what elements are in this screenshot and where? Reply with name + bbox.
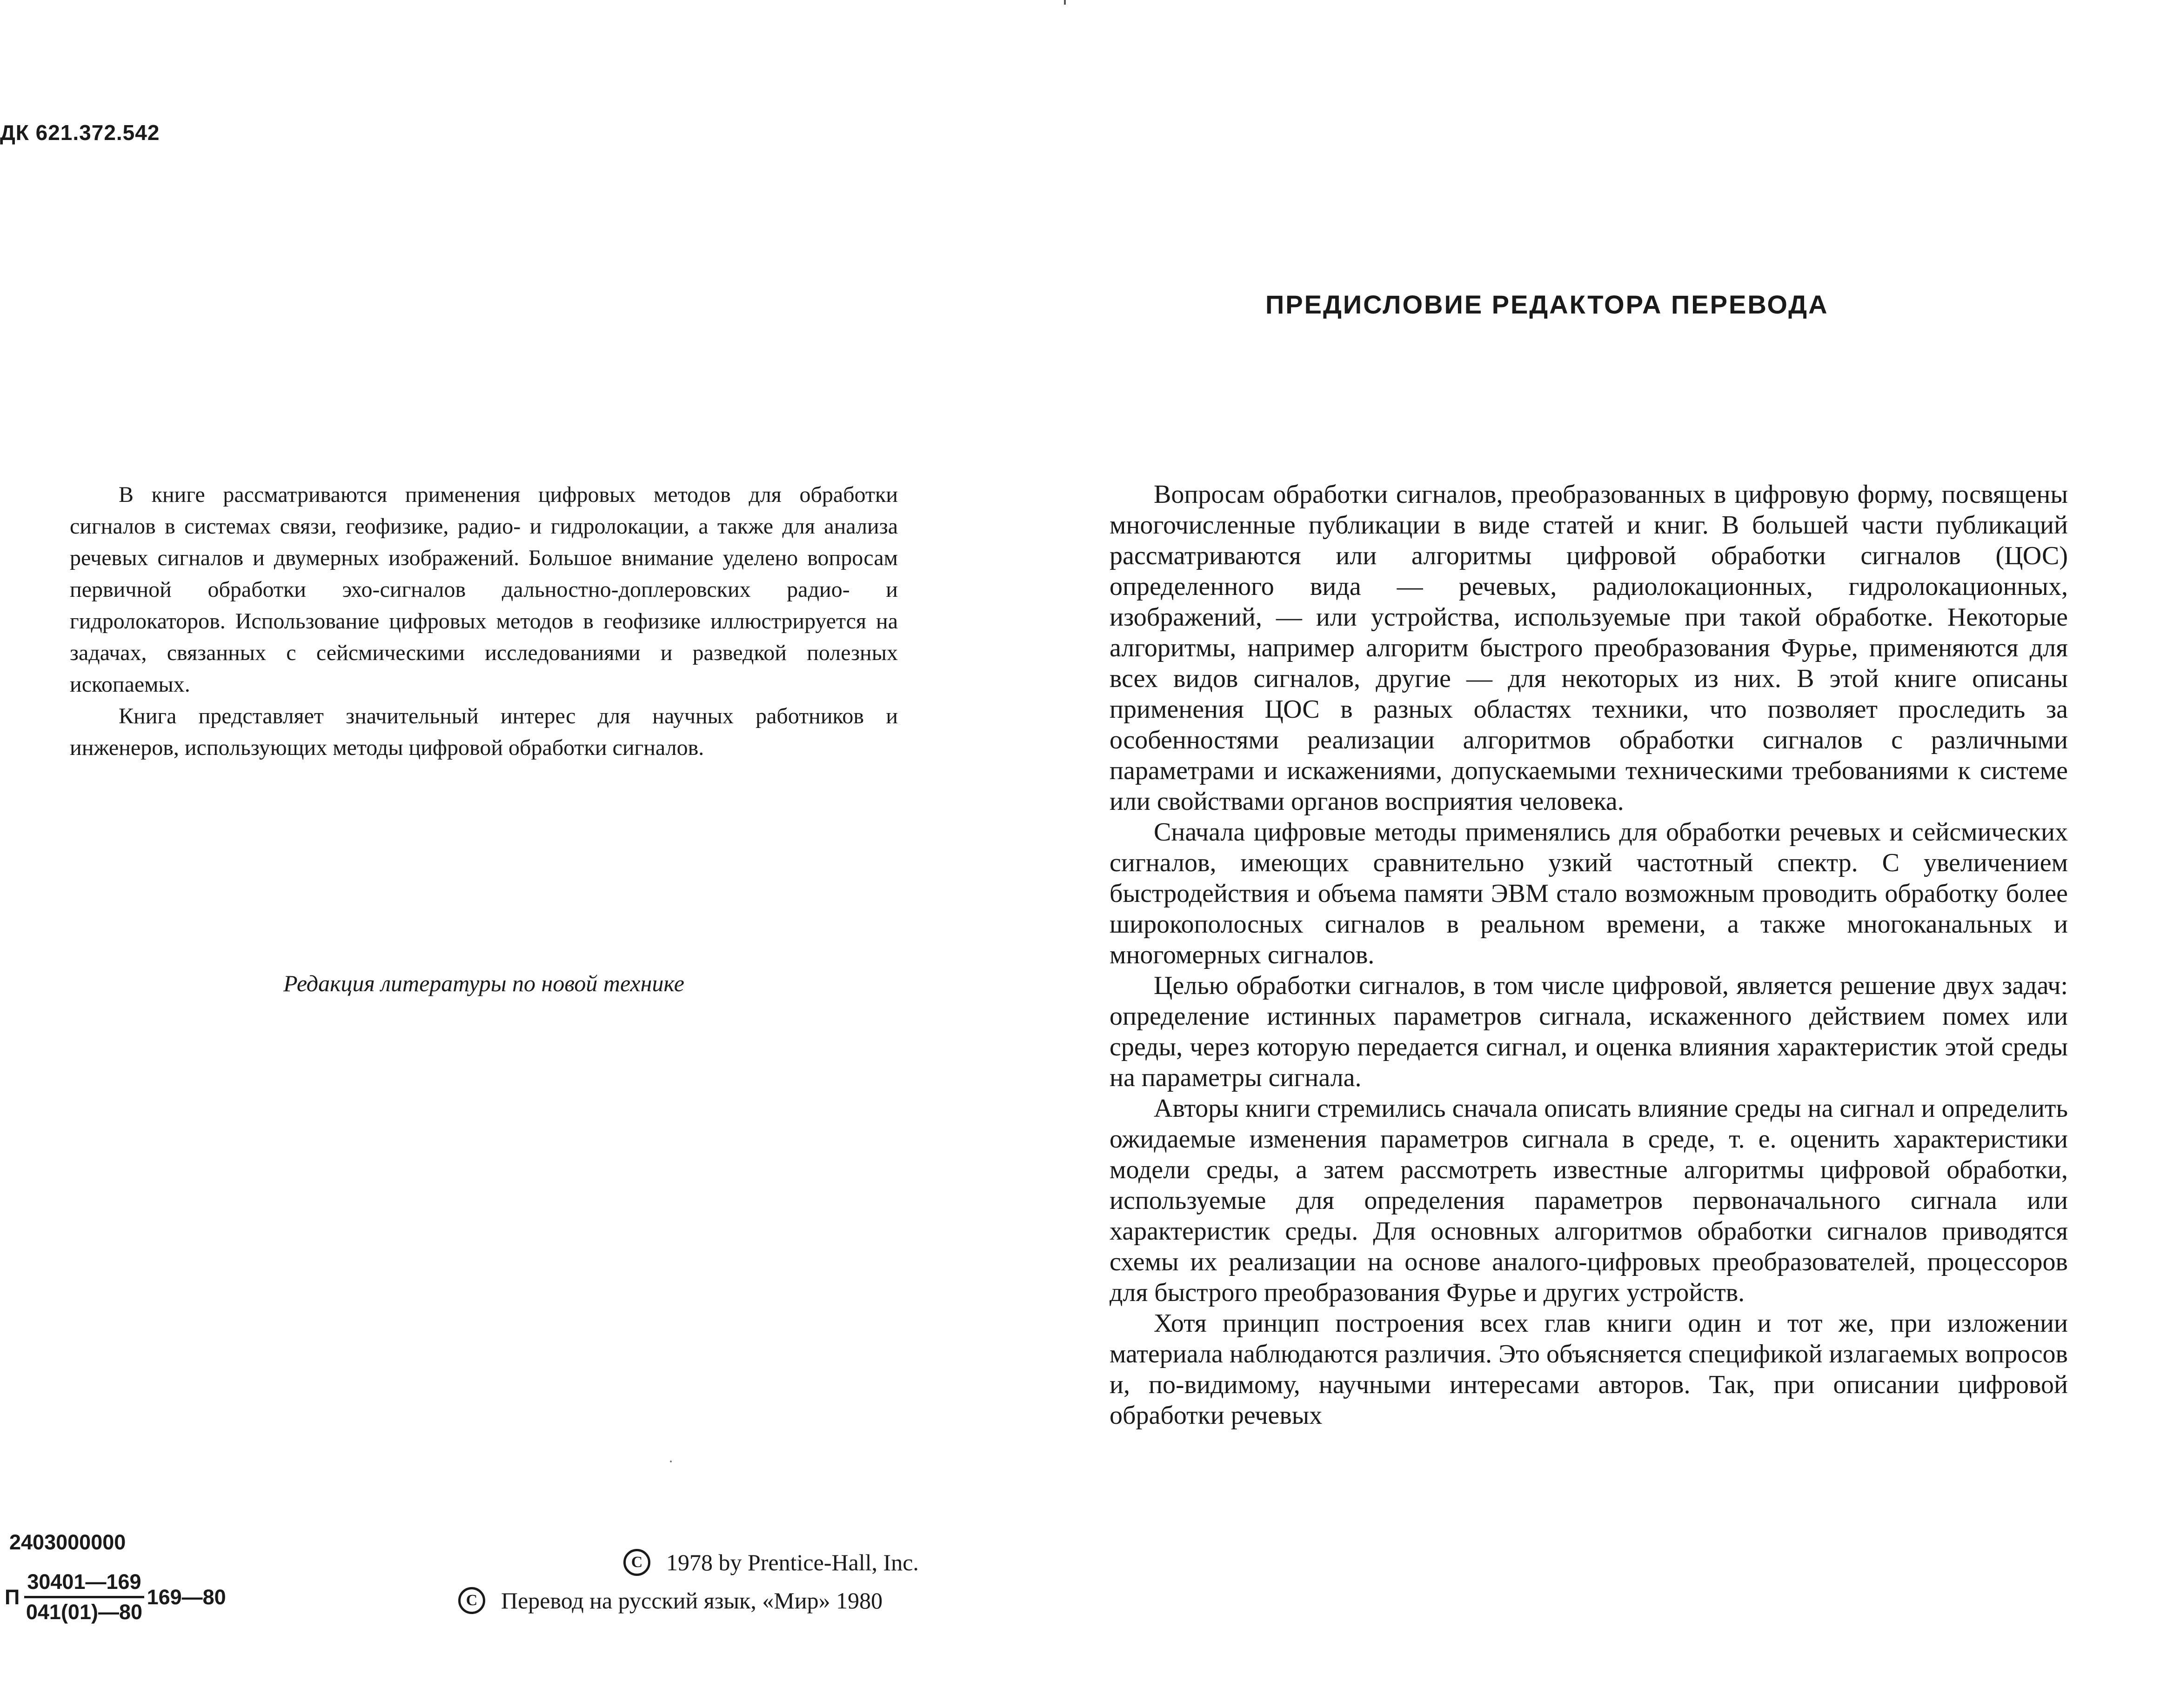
copyright-translation-text: Перевод на русский язык, «Мир» 1980 [501,1588,883,1614]
book-annotation [70,479,898,764]
price-index-denominator: 041(01)—80 [26,1600,143,1624]
copyright-translation [458,1587,883,1614]
preface-paragraph: Целью обработки сигналов, в том числе цифровой, является решение двух задач: определение истинных параметров сигнала, искаженного действием помех или среды, через которую передается сигнал, и оценка влияния характеристик этой среды на параметры сигнала. [1110,971,2068,1092]
copyright-original-text: 1978 by Prentice-Hall, Inc. [666,1549,919,1575]
price-index-suffix: 169—80 [147,1585,226,1609]
price-index-letter: П [5,1585,20,1609]
catalog-code: 2403000000 [9,1530,126,1554]
scan-speck [1064,0,1066,5]
price-index-fraction [24,1570,144,1624]
scan-speck [670,1461,672,1462]
preface-title: ПРЕДИСЛОВИЕ РЕДАКТОРА ПЕРЕВОДА [1265,290,1829,319]
preface-paragraph: Вопросам обработки сигналов, преобразованных в цифровую форму, посвящены многочисленные публикации в виде статей и книг. В большей части публикаций рассматриваются или алгоритмы цифровой обработки сигналов (ЦОС) определенного вида — речевых, радиолокационных, гидролокационных, изображений, — или устройства, используемые при такой обработке. Некоторые алгоритмы, например алгоритм быстрого преобразования Фурье, применяются для всех видов сигналов, другие — для некоторых из них. В этой книге описаны применения ЦОС в разных областях техники, что позволяет проследить за особенностями реализации алгоритмов обработки сигналов с различными параметрами и искажениями, допускаемыми техническими требованиями к системе или свойствами органов восприятия человека. [1110,480,2068,816]
copyright-icon: C [623,1549,650,1576]
editorial-office: Редакция литературы по новой технике [283,970,684,996]
annotation-paragraph: В книге рассматриваются применения цифровых методов для обработки сигналов в системах связи, геофизике, радио- и гидролокации, а также для анализа речевых сигналов и двумерных изображений. Большое внимание уделено вопросам первичной обработки эхо-сигналов дальностно-доплеровских радио- и гидролокаторов. Использование цифровых методов в геофизике иллюстрируется на задачах, связанных с сейсмическими исследованиями и разведкой полезных ископаемых. [70,482,898,697]
annotation-paragraph: Книга представляет значительный интерес для научных работников и инженеров, использующих методы цифровой обработки сигналов. [70,704,898,760]
copyright-original [623,1549,919,1576]
preface-paragraph: Хотя принцип построения всех глав книги один и тот же, при изложении материала наблюдаются различия. Это объясняется спецификой излагаемых вопросов и, по-видимому, научными интересами авторов. Так, при описании цифровой обработки речевых [1110,1309,2068,1430]
udk-code: ДК 621.372.542 [0,120,160,145]
preface-paragraph: Авторы книги стремились сначала описать влияние среды на сигнал и определить ожидаемые изменения параметров сигнала в среде, т. е. оценить характеристики модели среды, а затем рассмотреть известные алгоритмы цифровой обработки, используемые для определения параметров первоначального сигнала или характеристик среды. Для основных алгоритмов обработки сигналов приводятся схемы их реализации на основе аналого-цифровых преобразователей, процессоров для быстрого преобразования Фурье и других устройств. [1110,1094,2068,1307]
price-index [5,1570,226,1624]
copyright-icon: C [458,1587,485,1614]
preface-body [1110,479,2068,1431]
price-index-numerator: 30401—169 [24,1570,144,1598]
preface-paragraph: Сначала цифровые методы применялись для обработки речевых и сейсмических сигналов, имеющих сравнительно узкий частотный спектр. С увеличением быстродействия и объема памяти ЭВМ стало возможным проводить обработку более широкополосных сигналов в реальном времени, а также многоканальных и многомерных сигналов. [1110,818,2068,969]
